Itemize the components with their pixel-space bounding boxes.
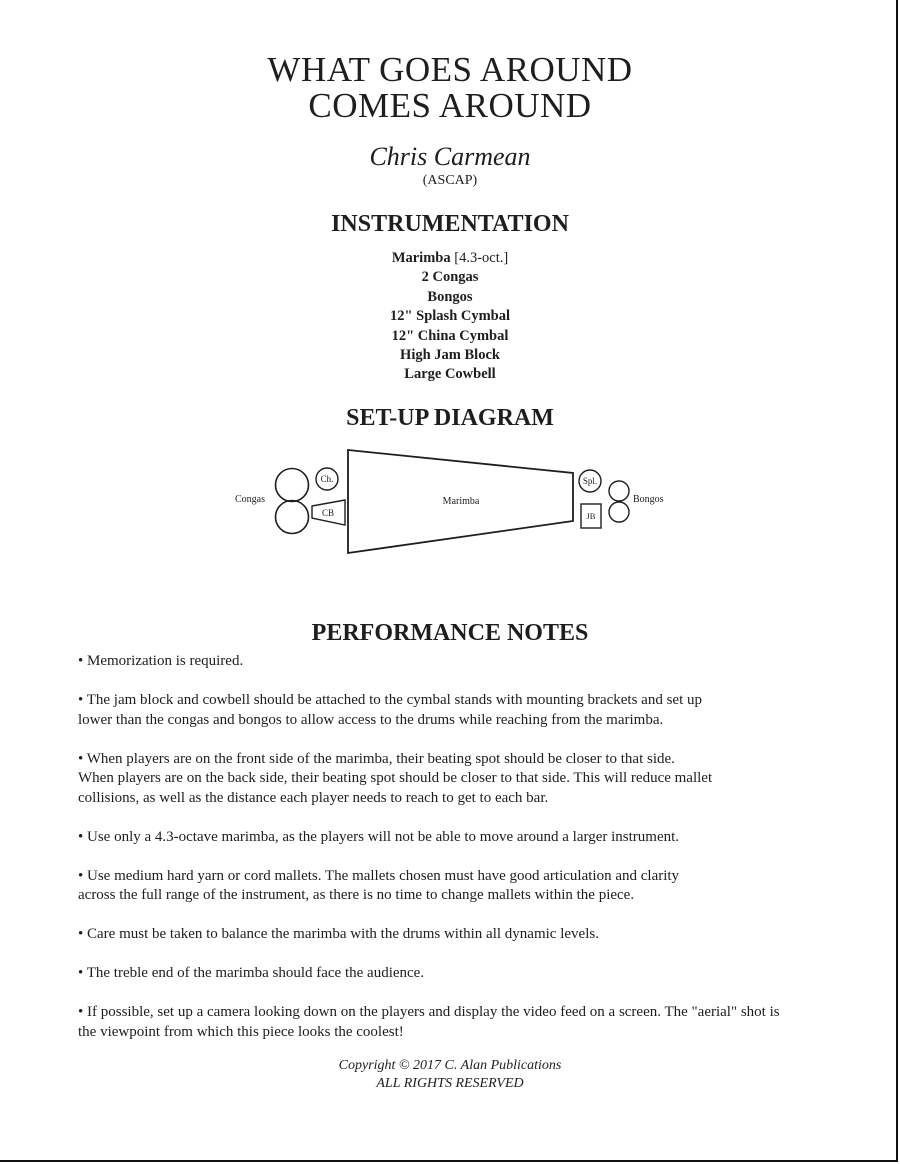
instrument-name: 12" Splash Cymbal (389, 308, 511, 325)
instrument-detail: [4.3-oct.] (450, 250, 509, 266)
note-line: the viewpoint from which this piece looks the coolest! (78, 1023, 404, 1040)
piece-title (0, 52, 900, 124)
instrument-item (0, 327, 900, 346)
bongo-top (609, 481, 629, 501)
bongos-label: Bongos (633, 494, 664, 505)
note-line: • Memorization is required. (78, 653, 244, 669)
instrument-item (0, 346, 900, 365)
instrument-item (0, 288, 900, 307)
performance-note (78, 867, 838, 906)
note-line: • The jam block and cowbell should be attached to the cymbal stands with mounting brackets and set up (78, 692, 702, 708)
composer-name: Chris Carmean (369, 142, 531, 171)
performance-note (78, 925, 838, 945)
note-line: • The treble end of the marimba should face the audience. (78, 965, 425, 981)
conga-bottom (276, 501, 309, 534)
performance-notes-list (78, 652, 838, 1062)
instrument-item (0, 249, 900, 268)
instrumentation-heading: INSTRUMENTATION (331, 211, 569, 237)
note-line: • Care must be taken to balance the marimba with the drums within all dynamic levels. (78, 926, 599, 942)
composer-affiliation: (ASCAP) (422, 173, 478, 188)
performance-note (78, 750, 838, 809)
instrument-name: High Jam Block (400, 347, 500, 364)
title-line-2: COMES AROUND (308, 86, 592, 125)
performance-notes-heading: PERFORMANCE NOTES (311, 620, 589, 646)
congas-label: Congas (235, 494, 265, 505)
performance-note (78, 828, 838, 848)
note-line: lower than the congas and bongos to allow access to the drums while reaching from the marimba. (78, 711, 664, 728)
performance-note (78, 964, 838, 984)
copyright-line: Copyright © 2017 C. Alan Publications (338, 1058, 562, 1073)
note-line: • Use only a 4.3-octave marimba, as the players will not be able to move around a larger instrument. (78, 828, 680, 845)
note-line: • Use medium hard yarn or cord mallets. The mallets chosen must have good articulation and clarity (78, 867, 680, 884)
marimba-label: Marimba (442, 496, 480, 507)
china-cymbal-label: Ch. (320, 474, 334, 484)
performance-note (78, 691, 838, 730)
performance-note (78, 652, 838, 672)
title-line-1: WHAT GOES AROUND (267, 50, 633, 89)
bongo-bottom (609, 502, 629, 522)
instrument-name: 12" China Cymbal (391, 327, 509, 344)
instrument-name: Large Cowbell (404, 366, 496, 383)
setup-diagram-heading: SET-UP DIAGRAM (346, 405, 554, 431)
instrument-item (0, 268, 900, 287)
rights-line: ALL RIGHTS RESERVED (376, 1076, 524, 1091)
copyright-notice (0, 1057, 900, 1093)
instrument-name: 2 Congas (421, 269, 479, 286)
instrument-item (0, 307, 900, 326)
instrument-name: Marimba (391, 250, 451, 266)
note-line: When players are on the back side, their beating spot should be closer to that side. This will reduce mallet (78, 770, 713, 786)
setup-diagram (0, 440, 900, 570)
instrument-name: Bongos (427, 288, 473, 305)
note-line: • When players are on the front side of the marimba, their beating spot should be closer to that side. (78, 750, 675, 767)
cowbell-label: CB (321, 508, 335, 518)
instrument-item (0, 365, 900, 384)
instrumentation-list (0, 249, 900, 385)
conga-top (276, 469, 309, 502)
note-line: across the full range of the instrument, as there is no time to change mallets within the piece. (78, 887, 635, 903)
splash-cymbal-label: Spl. (582, 476, 598, 486)
jam-block-label: JB (586, 511, 596, 521)
performance-note (78, 1003, 838, 1042)
note-line: • If possible, set up a camera looking down on the players and display the video feed on a screen. The "aerial" shot is (78, 1004, 780, 1020)
note-line: collisions, as well as the distance each player needs to reach to get to each bar. (78, 789, 549, 806)
